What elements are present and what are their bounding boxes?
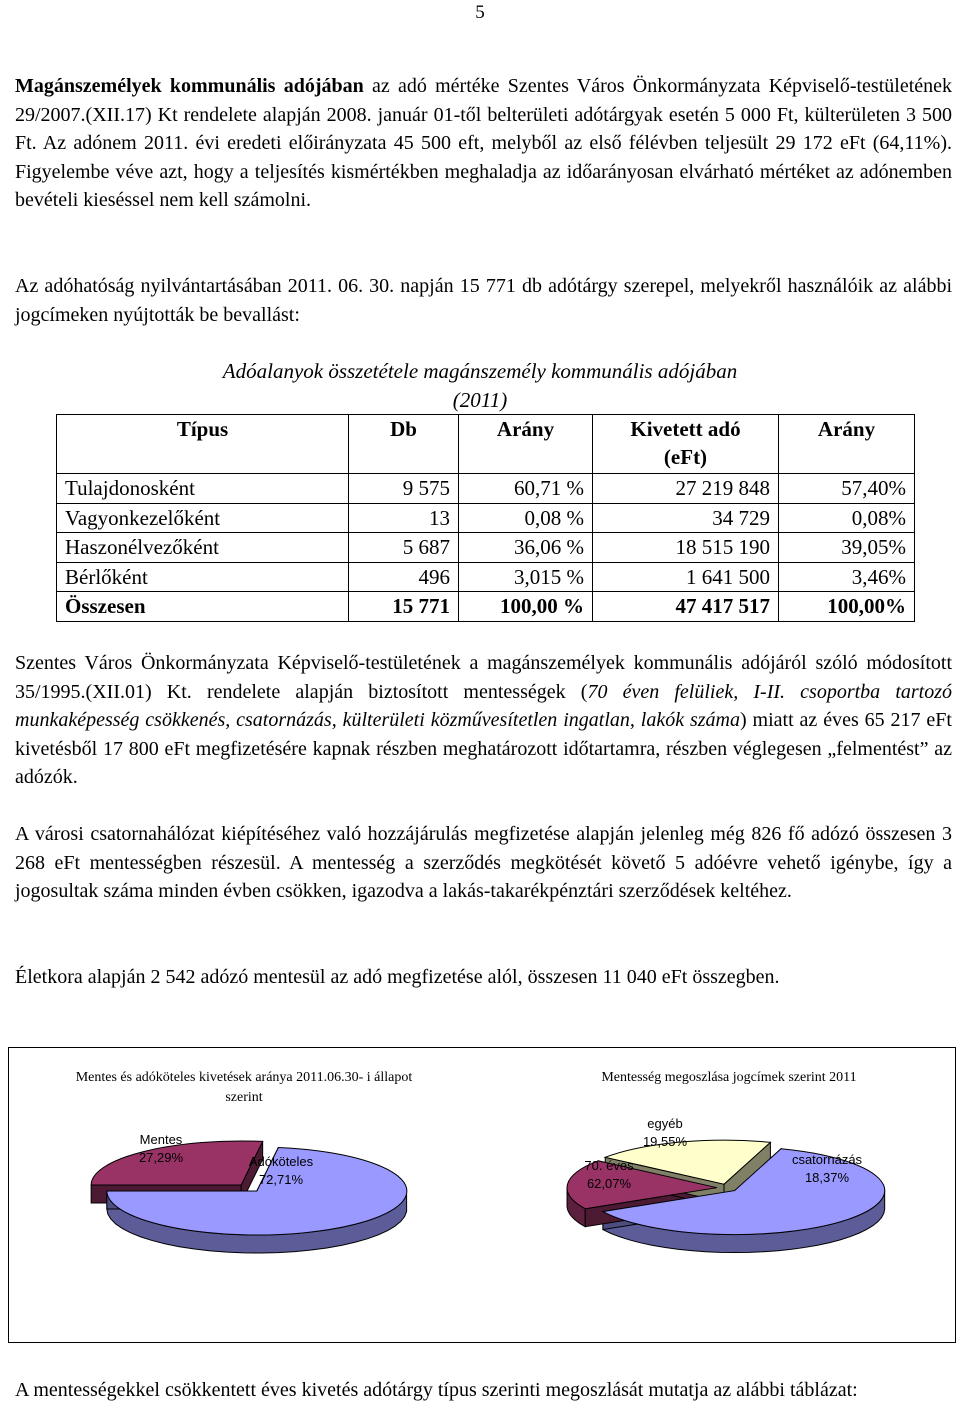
paragraph-text: ) miatt az éves 65 217 eFt kivetésből 17 800 eFt megfizetésére kapnak részben meghatározott időtartamra, részben véglegesen „felmentést” az adózók. bbox=[15, 709, 952, 789]
table-cell: 0,08 % bbox=[459, 503, 593, 533]
paragraph-text: A mentességekkel csökkentett éves kivetés adótárgy típus szerinti megoszlását mutatja az alábbi táblázat: bbox=[15, 1379, 858, 1401]
table-cell: 496 bbox=[349, 562, 459, 592]
table-cell: 27 219 848 bbox=[593, 474, 779, 504]
table-cell: 5 687 bbox=[349, 533, 459, 563]
paragraph-kommunalis-ado bbox=[15, 72, 952, 215]
table-header-row bbox=[57, 415, 915, 474]
header-cell: Db bbox=[349, 415, 459, 474]
pie-label-category: csatornázás bbox=[791, 1152, 863, 1167]
table-cell: 100,00 % bbox=[459, 592, 593, 622]
table-cell: 57,40% bbox=[779, 474, 915, 504]
charts-panel bbox=[8, 1047, 956, 1343]
table-title-year: (2011) bbox=[452, 388, 508, 412]
table-title: Adóalanyok összetétele magánszemély kommunális adójában bbox=[222, 359, 738, 383]
table-row bbox=[57, 562, 915, 592]
paragraph-csatornahalozat bbox=[15, 820, 952, 906]
pie-label-value: 27,29% bbox=[138, 1150, 184, 1165]
taxpayer-composition-table bbox=[56, 414, 915, 622]
table-total-row bbox=[57, 592, 915, 622]
table-cell: 18 515 190 bbox=[593, 533, 779, 563]
paragraph-mentessegek bbox=[15, 649, 952, 792]
pie-label-category: 70. éves bbox=[584, 1158, 634, 1173]
paragraph-text: Az adóhatóság nyilvántartásában 2011. 06. 30. napján 15 771 db adótárgy szerepel, melyekről használóik az alábbi jogcímeken nyújtották be bevallást: bbox=[15, 275, 952, 326]
header-cell: Arány bbox=[459, 415, 593, 474]
table-cell: 39,05% bbox=[779, 533, 915, 563]
row-label: Összesen bbox=[57, 592, 349, 622]
table-cell: 3,015 % bbox=[459, 562, 593, 592]
table-cell: 3,46% bbox=[779, 562, 915, 592]
pie-label-value: 72,71% bbox=[258, 1172, 304, 1187]
paragraph-text: A városi csatornahálózat kiépítéséhez való hozzájárulás megfizetése alapján jelenleg még 826 fő adózó összesen 3 268 eFt mentességben részesül. A mentesség a szerződés megkötését követő 5 adóévre vehető igénybe, így a jogosultak száma minden évben csökken, igazodva a lakás-takarékpénztári szerződések keltéhez. bbox=[15, 823, 952, 903]
page-number: 5 bbox=[475, 2, 485, 23]
pie-label-value: 18,37% bbox=[804, 1170, 850, 1185]
paragraph-lead-bold: Magánszemélyek kommunális adójában bbox=[15, 75, 364, 97]
table-cell: 15 771 bbox=[349, 592, 459, 622]
paragraph-text: Életkora alapján 2 542 adózó mentesül az adó megfizetése alól, összesen 11 040 eFt összegben. bbox=[15, 966, 780, 988]
row-label: Bérlőként bbox=[57, 562, 349, 592]
header-cell: Kivetett adó (eFt) bbox=[593, 415, 779, 474]
paragraph-text: Szentes Város Önkormányzata Képviselő-testületének a magánszemélyek kommunális adójáról szóló módosított 35/1995.(XII.01) Kt. rendelete alapján biztosított mentességek ( bbox=[15, 652, 952, 703]
pie-label-value: 19,55% bbox=[642, 1134, 688, 1149]
paragraph-text: az adó mértéke Szentes Város Önkormányzata Képviselő-testületének 29/2007.(XII.17) Kt rendelete alapján 2008. január 01-től belterületi adótárgyak esetén 5 000 Ft, külterületen 3 500 Ft. Az adónem 2011. évi eredeti előirányzata 45 500 eft, melyből az első félévben teljesült 29 172 eFt (64,11%). Figyelembe véve azt, hogy a teljesítés kismértékben meghaladja az időarányosan elvárható mértéket az adónemben bevételi kieséssel nem kell számolni. bbox=[15, 75, 953, 212]
row-label: Tulajdonosként bbox=[57, 474, 349, 504]
pie-label-category: egyéb bbox=[647, 1116, 683, 1131]
table-cell: 1 641 500 bbox=[593, 562, 779, 592]
paragraph-nyilvantartas bbox=[15, 272, 952, 329]
table-cell: 0,08% bbox=[779, 503, 915, 533]
table-cell: 34 729 bbox=[593, 503, 779, 533]
table-row bbox=[57, 533, 915, 563]
row-label: Haszonélvezőként bbox=[57, 533, 349, 563]
paragraph-eletkor bbox=[15, 963, 952, 992]
table-cell: 60,71 % bbox=[459, 474, 593, 504]
pie-charts-svg bbox=[9, 1048, 955, 1342]
header-cell: Típus bbox=[57, 415, 349, 474]
table-cell: 9 575 bbox=[349, 474, 459, 504]
table-cell: 47 417 517 bbox=[593, 592, 779, 622]
table-cell: 36,06 % bbox=[459, 533, 593, 563]
table-cell: 100,00% bbox=[779, 592, 915, 622]
pie-label-value: 62,07% bbox=[586, 1176, 632, 1191]
chart-title-mentesseg-jogcim: Mentesség megoszlása jogcímek szerint 2011 bbox=[601, 1070, 857, 1085]
row-label: Vagyonkezelőként bbox=[57, 503, 349, 533]
table-row bbox=[57, 474, 915, 504]
header-cell: Arány bbox=[779, 415, 915, 474]
pie-label-category: Mentes bbox=[139, 1132, 183, 1147]
paragraph-tablazat-intro bbox=[15, 1376, 952, 1405]
table-cell: 13 bbox=[349, 503, 459, 533]
paragraph-italic-text: 70 éven felüliek, I-II. csoportba tartozó munkaképesség csökkenés, csatornázás, külterületi közművesítetlen ingatlan, lakók száma bbox=[15, 680, 953, 732]
chart-title-mentes-adokoteles: Mentes és adóköteles kivetések aránya 2011.06.30- i állapot szerint bbox=[75, 1070, 413, 1105]
pie-label-category: Adóköteles bbox=[248, 1154, 314, 1169]
table-row bbox=[57, 503, 915, 533]
